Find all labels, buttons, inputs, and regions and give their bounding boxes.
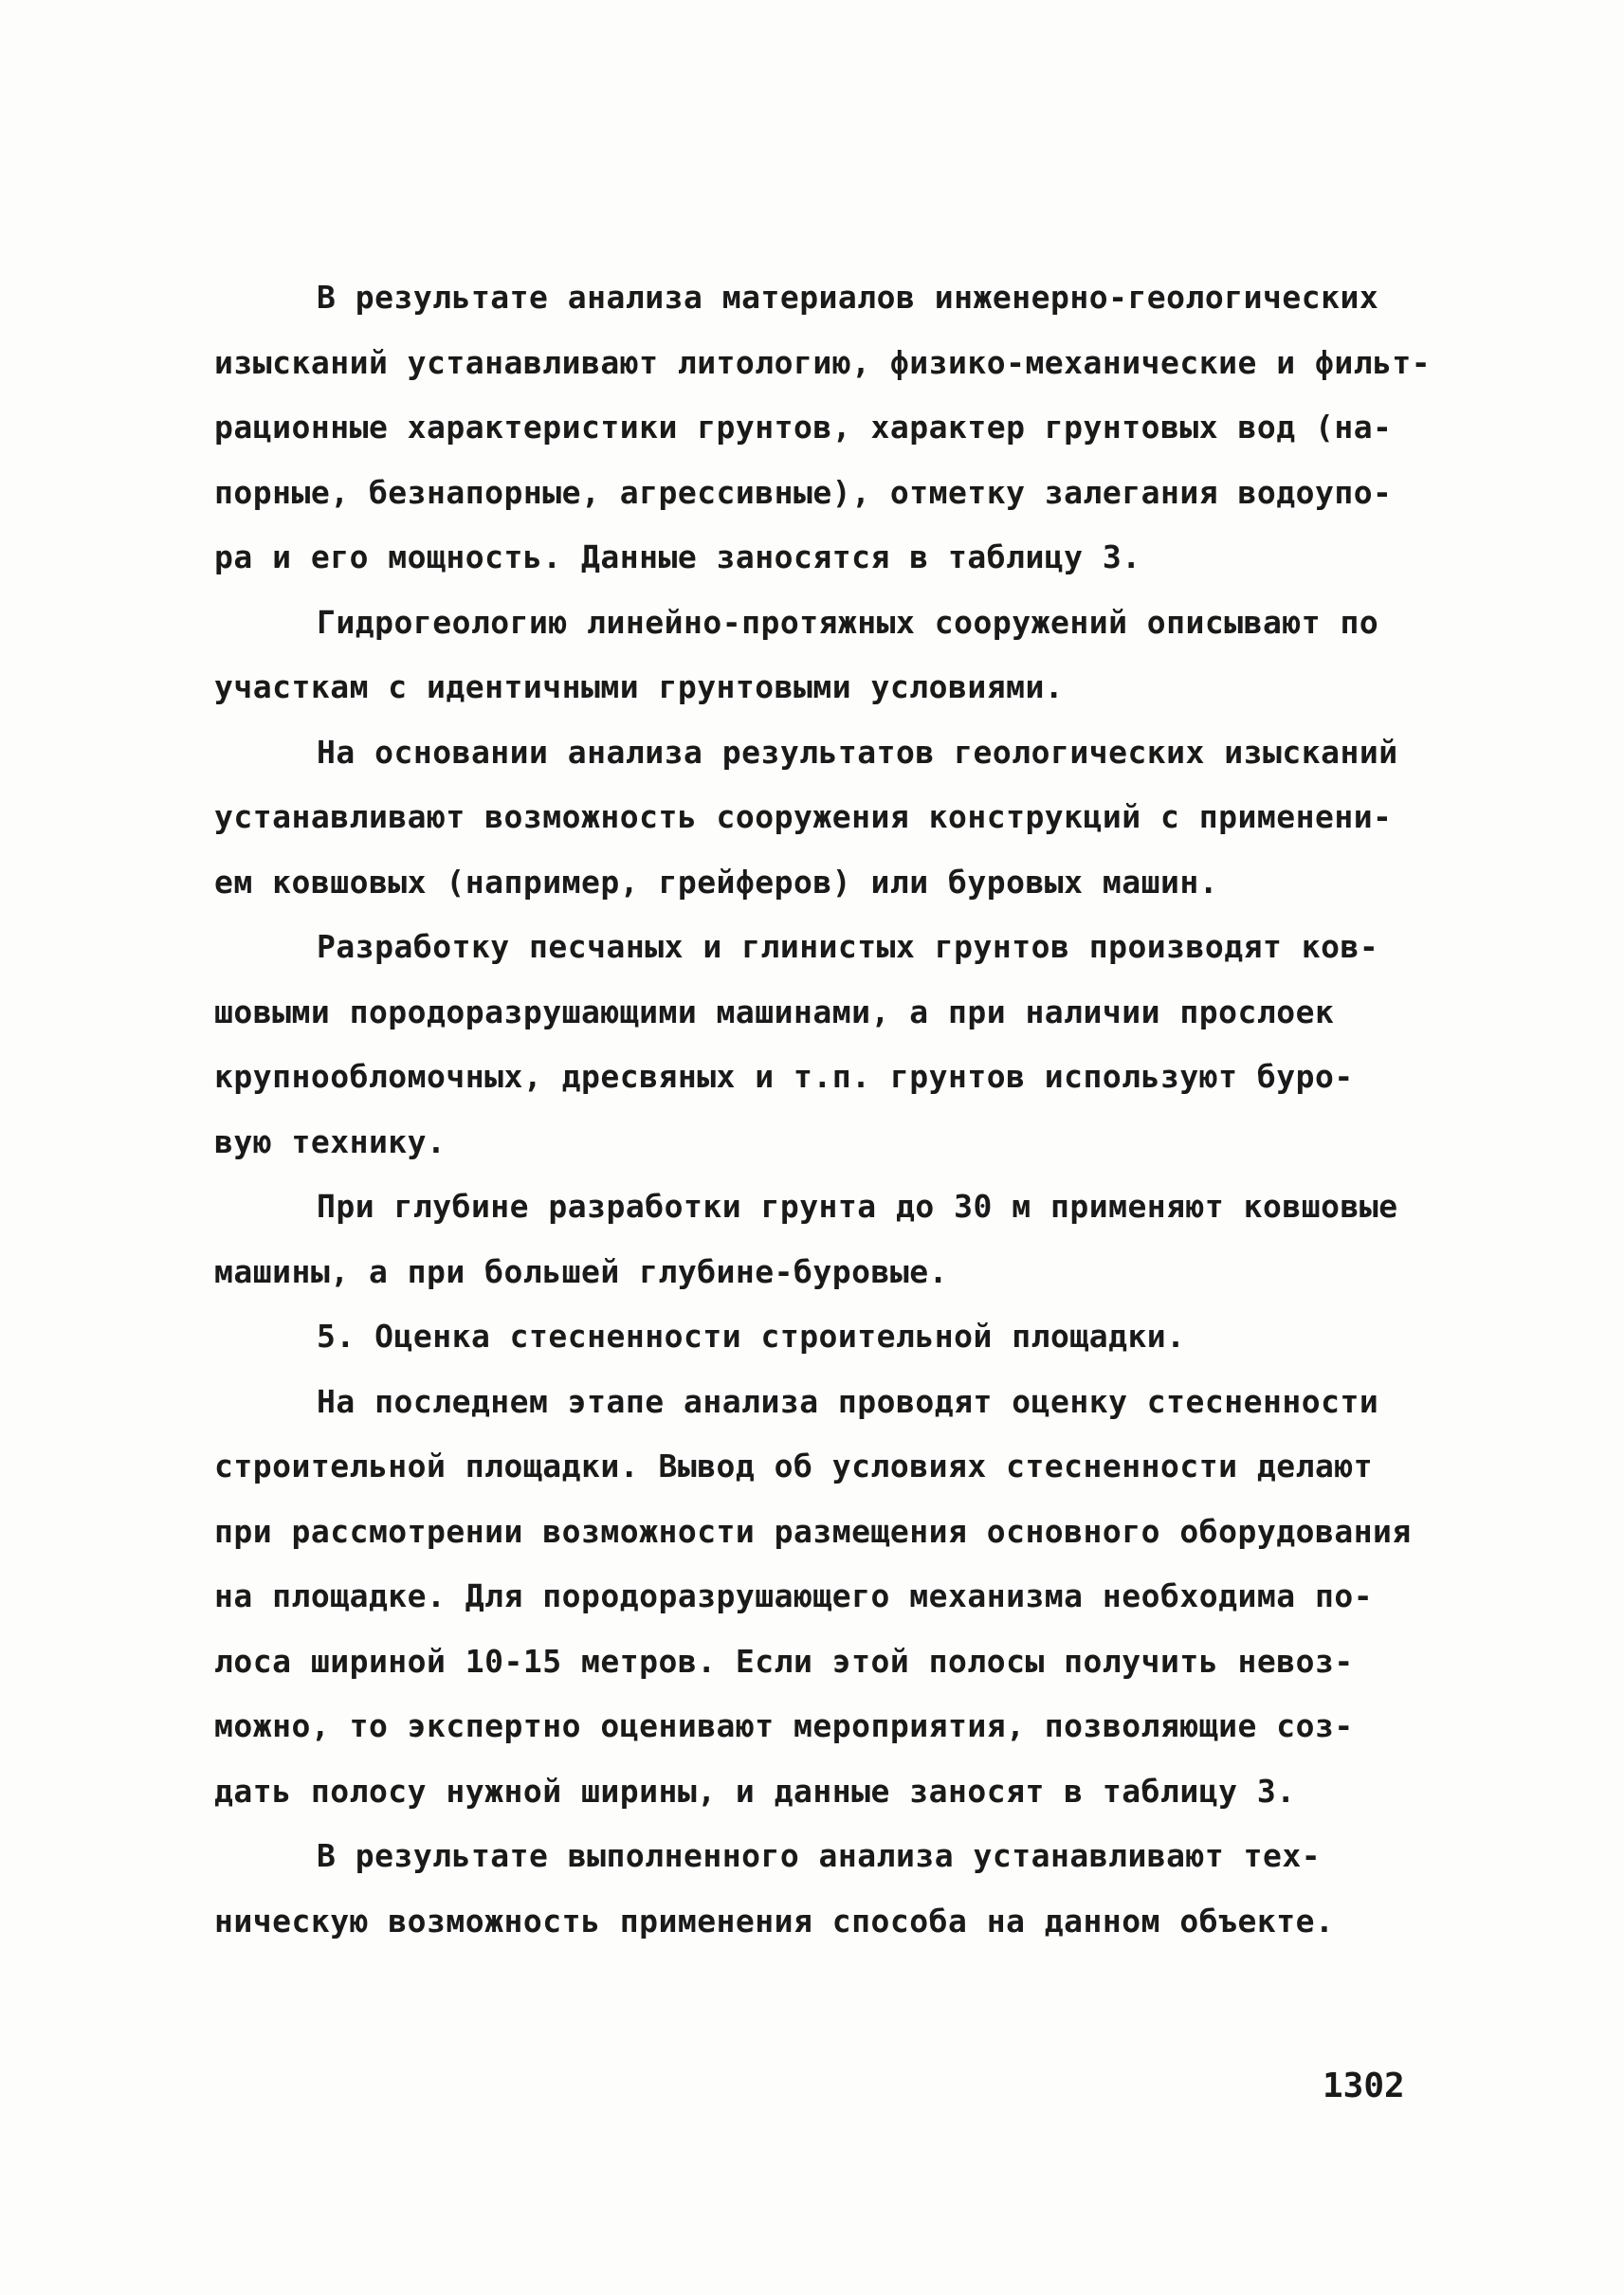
text-line: Гидрогеологию линейно-протяжных сооружений описывают по (317, 603, 1379, 641)
text-line: шовыми породоразрушающими машинами, а при наличии прослоек (214, 993, 1335, 1030)
section-heading: 5. Оценка стесненности строительной площадки. (317, 1318, 1186, 1355)
text-line: строительной площадки. Вывод об условиях стесненности делают (214, 1448, 1374, 1484)
text-line: изысканий устанавливают литологию, физико-механические и фильт- (214, 343, 1432, 381)
text-line: устанавливают возможность сооружения конструкций с применени- (214, 798, 1393, 835)
text-line: ем ковшовых (например, грейферов) или буровых машин. (214, 863, 1219, 901)
text-line: порные, безнапорные, агрессивные), отметку залегания водоупо- (214, 473, 1393, 511)
text-line: На последнем этапе анализа проводят оценку стесненности (317, 1382, 1379, 1420)
text-line: участкам с идентичными грунтовыми условиями. (214, 668, 1065, 705)
text-line: машины, а при большей глубине-буровые. (214, 1252, 948, 1290)
page-number: 1302 (1323, 2067, 1405, 2105)
text-line: В результате анализа материалов инженерно-геологических (317, 279, 1379, 316)
text-line: крупнообломочных, дресвяных и т.п. грунтов используют буро- (214, 1058, 1354, 1095)
text-line: дать полосу нужной ширины, и данные заносят в таблицу 3. (214, 1772, 1296, 1810)
text-line: ра и его мощность. Данные заносятся в таблицу 3. (214, 538, 1141, 575)
text-line: рационные характеристики грунтов, характер грунтовых вод (на- (214, 409, 1393, 446)
body-text (214, 265, 1447, 1954)
text-line: На основании анализа результатов геологических изысканий (317, 733, 1398, 771)
text-line: При глубине разработки грунта до 30 м применяют ковшовые (317, 1188, 1398, 1225)
text-line: вую технику. (214, 1122, 447, 1160)
text-line: Разработку песчаных и глинистых грунтов производят ков- (317, 928, 1379, 965)
text-line: можно, то экспертно оценивают мероприятия, позволяющие соз- (214, 1707, 1354, 1744)
text-line: лоса шириной 10-15 метров. Если этой полосы получить невоз- (214, 1642, 1354, 1680)
text-line: В результате выполненного анализа устанавливают тех- (317, 1837, 1322, 1874)
text-line: на площадке. Для породоразрушающего механизма необходима по- (214, 1577, 1374, 1614)
text-line: при рассмотрении возможности размещения основного оборудования (214, 1512, 1412, 1550)
text-line: ническую возможность применения способа на данном объекте. (214, 1902, 1335, 1940)
